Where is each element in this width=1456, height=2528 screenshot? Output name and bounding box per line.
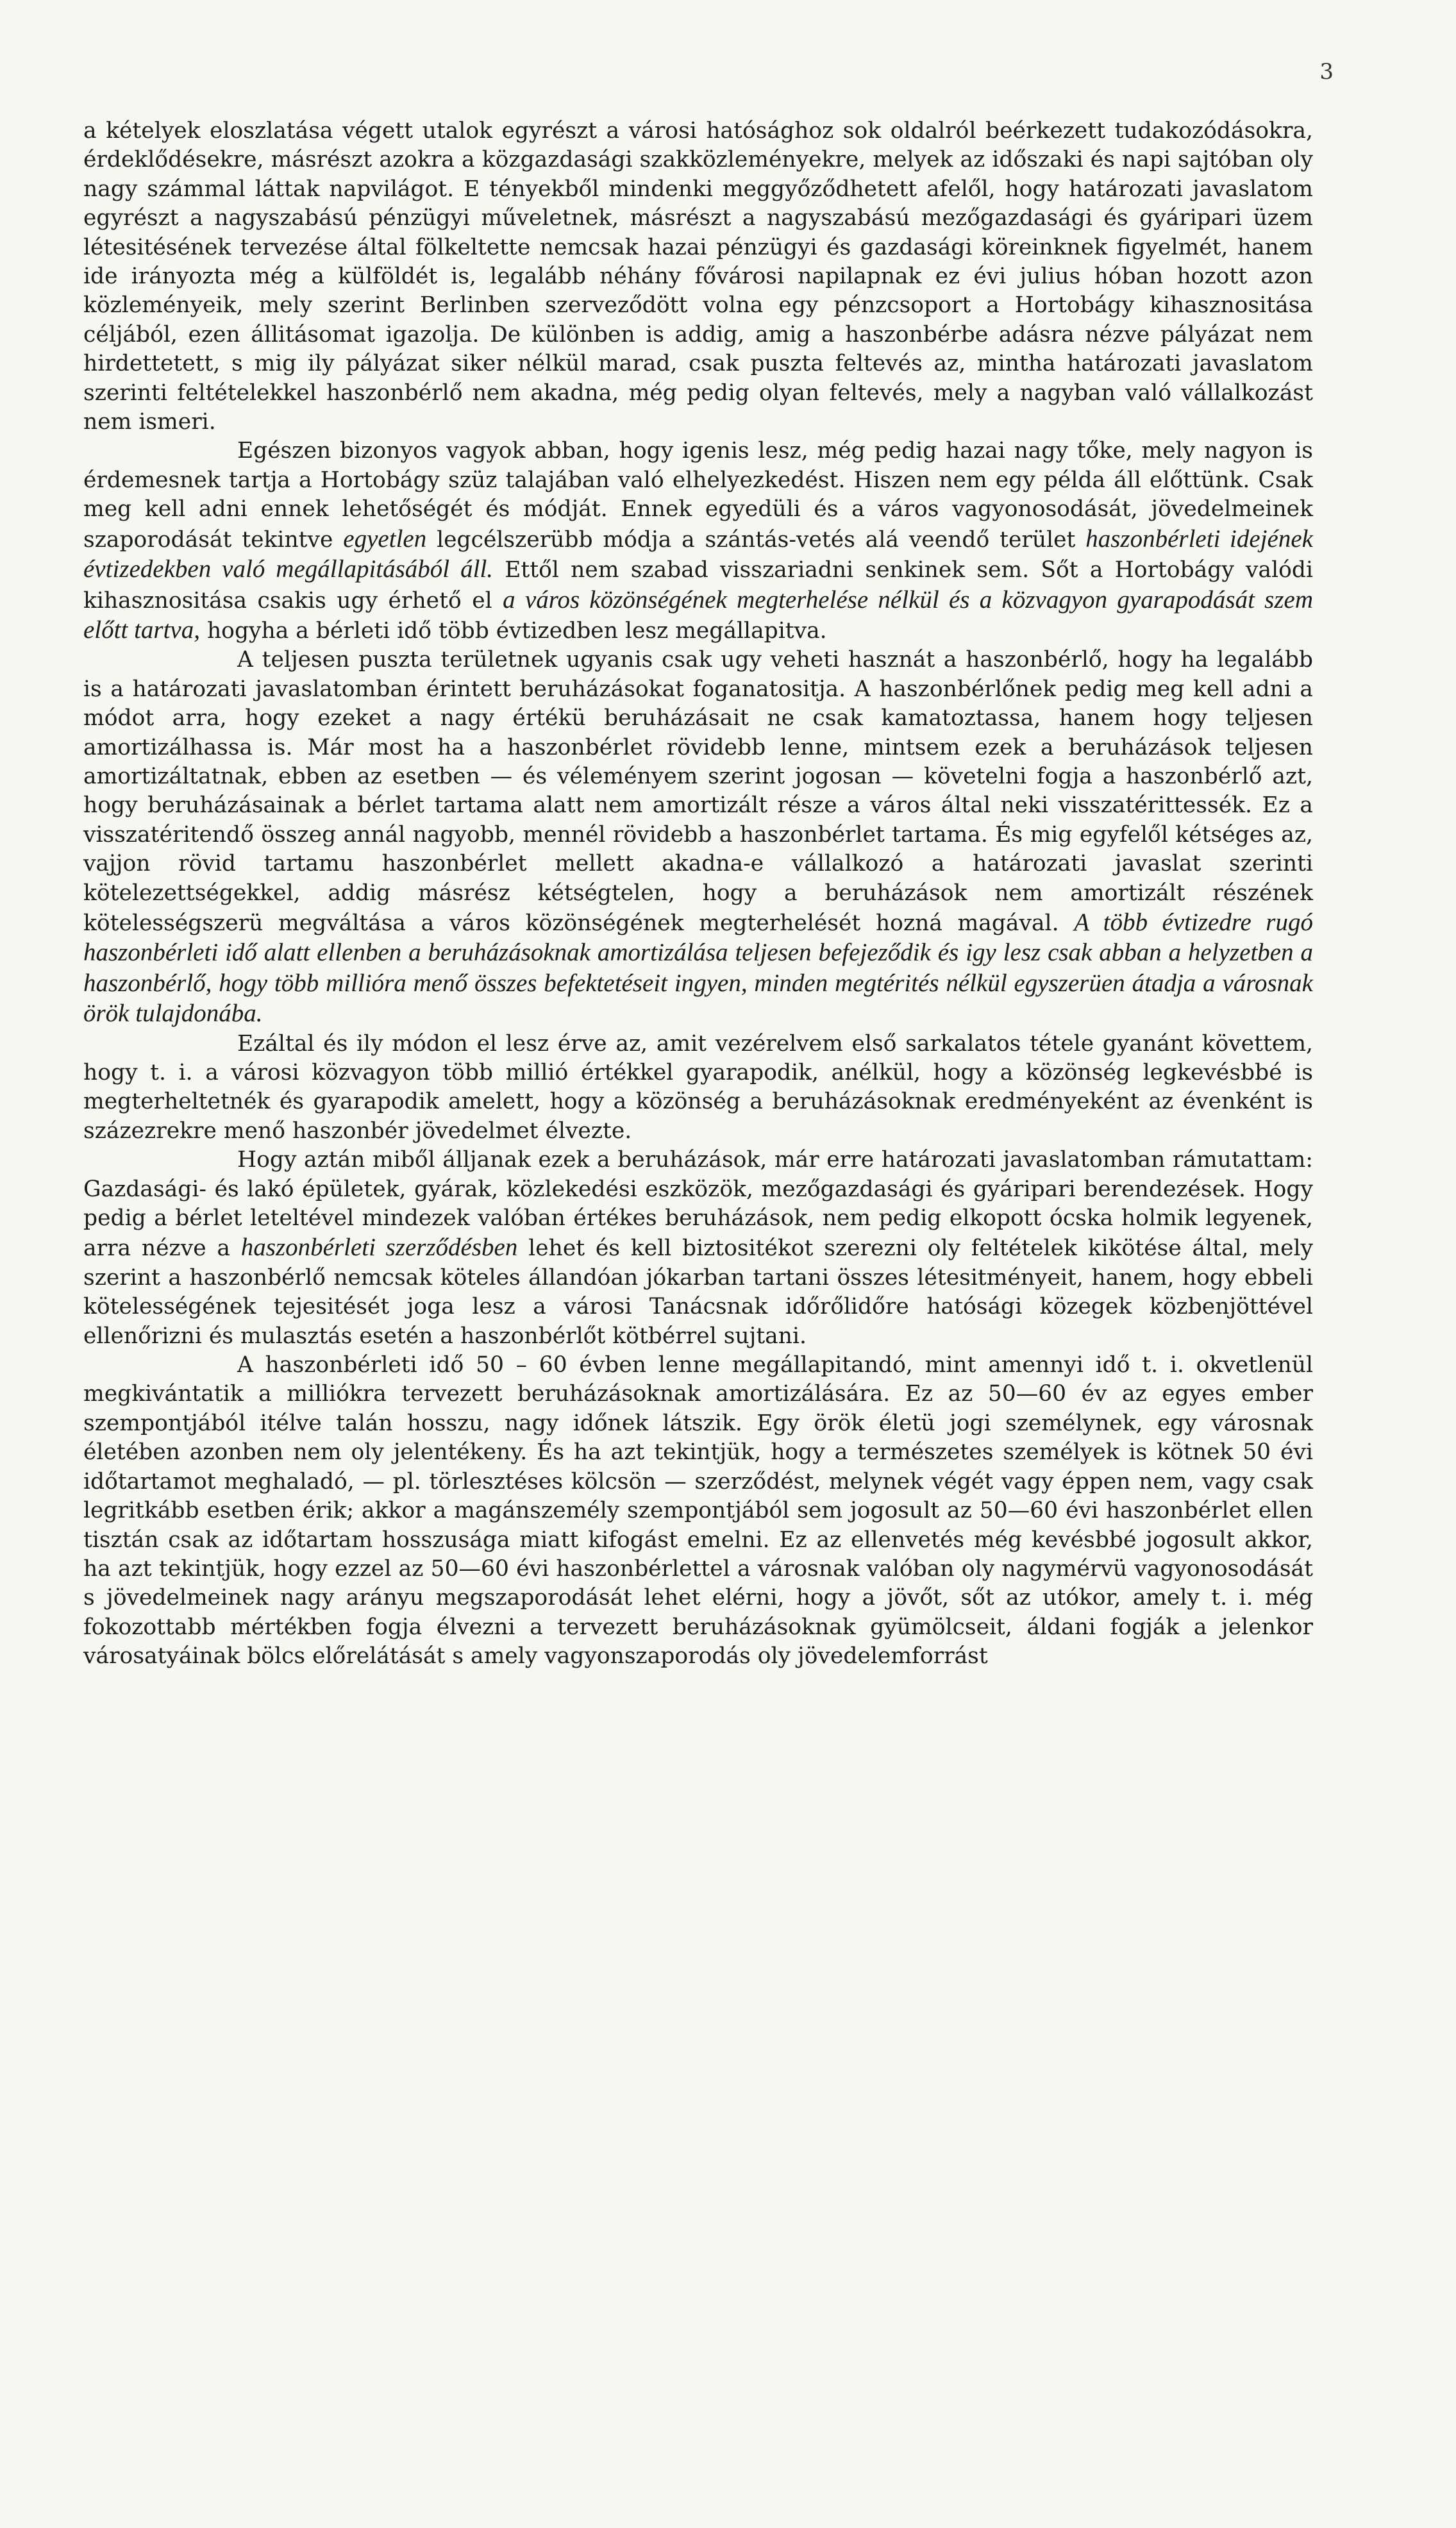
emphasized-text: haszonbérleti szerződésben xyxy=(240,1234,518,1262)
text-run: Ettől nem szabad visszariadni senkinek sem. Sőt a Hortobágy valódi kihasznositása csakis ugy érhető el xyxy=(83,557,1313,614)
emphasized-text: haszonbérleti idejének évtizedekben való megállapitásából áll. xyxy=(83,524,1313,583)
body-text xyxy=(83,117,1313,1671)
paragraph xyxy=(83,1030,1313,1146)
text-run: a kételyek eloszlatása végett utalok egyrészt a városi hatósághoz sok oldalról beérkezett tudakozódásokra, érdeklődésekre, másrészt azokra a közgazdasági szakközleményekre, melyek az időszaki és napi sajtóban oly nagy számmal láttak napvilágot. E tényekből mindenki meggyőződhetett afelől, hogy határozati javaslatom egyrészt a nagyszabású pénzügyi műveletnek, másrészt a nagyszabású mezőgazdasági és gyáripari üzem létesitésének tervezése által fölkeltette nemcsak hazai pénzügyi és gazdasági köreinknek figyelmét, hanem ide irányozta még a külföldét is, legalább néhány fővárosi napilapnak ez évi julius hóban hozott azon közleményeik, mely szerint Berlinben szerveződött volna egy pénzcsoport a Hortobágy kihasznositása céljából, ezen állitásomat igazolja. De különben is addig, amig a haszonbérbe adásra nézve pályázat nem hirdettetett, s mig ily pályázat siker nélkül marad, csak puszta feltevés az, mintha határozati javaslatom szerinti feltételekkel haszonbérlő nem akadna, még pedig olyan feltevés, mely a nagyban való vállalkozást nem ismeri. xyxy=(83,118,1313,435)
text-run: hogyha a bérleti idő több évtizedben lesz megállapitva. xyxy=(199,617,827,644)
page-number: 3 xyxy=(1319,59,1334,85)
text-run: Egészen bizonyos vagyok abban, hogy igenis lesz, még pedig hazai nagy tőke, mely nagyon is érdemesnek tartja a Hortobágy szüz talajában való elhelyezkedést. Hiszen nem egy példa áll előttünk. Csak meg kell adni ennek lehetőségét és módját. Ennek egyedüli és a város vagyonosodását, jövedelmeinek szaporodását tekintve xyxy=(83,438,1313,553)
paragraph xyxy=(83,437,1313,646)
paragraph xyxy=(83,117,1313,437)
text-run: legcélszerübb módja a szántás-vetés alá veendő terület xyxy=(426,526,1086,553)
paragraph xyxy=(83,1146,1313,1351)
text-run: lehet és kell biztositékot szerezni oly feltételek kikötése által, mely szerint a haszonbérlő nemcsak köteles állandóan jókarban tartani összes létesitményeit, hanem, hogy ebbeli kötelességének tejesitését joga lesz a városi Tanácsnak időrőlidőre hatósági közegek közbenjöttével ellenőrizni és mulasztás esetén a haszonbérlőt kötbérrel sujtani. xyxy=(83,1235,1314,1349)
paragraph xyxy=(83,1351,1313,1671)
emphasized-text: a város közönségének megterhelése nélkül és a közvagyon gyarapodását szem előtt tartva, xyxy=(83,585,1314,644)
paragraph xyxy=(83,646,1313,1029)
emphasized-text: A több évtizedre rugó haszonbérleti idő alatt ellenben a beruházásoknak amortizálása teljesen befejeződik és igy lesz csak abban a helyzetben a haszonbérlő, hogy több millióra menő összes befektetéseit ingyen, minden megtérités nélkül egyszerüen átadja a városnak örök tulajdonába. xyxy=(83,908,1313,1028)
text-run: Ezáltal és ily módon el lesz érve az, amit vezérelvem első sarkalatos tétele gyanánt követtem, hogy t. i. a városi közvagyon több millió értékkel gyarapodik, anélkül, hogy a közönség legkevésbbé is megterheltetnék és gyarapodik amelett, hogy a közönség a beruházásoknak eredményeként az évenként is százezrekre menő haszonbér jövedelmet élvezte. xyxy=(83,1030,1313,1144)
text-run: Hogy aztán miből álljanak ezek a beruházások, már erre határozati javaslatomban rámutattam: Gazdasági- és lakó épületek, gyárak, közlekedési eszközök, mezőgazdasági és gyáripari berendezések. Hogy pedig a bérlet leteltével mindezek valóban értékes beruházások, nem pedig elkopott ócska holmik legyenek, arra nézve a xyxy=(83,1147,1313,1262)
text-run: A haszonbérleti idő 50 – 60 évben lenne megállapitandó, mint amennyi idő t. i. okvetlenül megkivántatik a milliókra tervezett beruházásoknak amortizálására. Ez az 50—60 év az egyes ember szempontjából itélve talán hosszu, nagy időnek látszik. Egy örök életü jogi személynek, egy városnak életében azonben nem oly jelentékeny. És ha azt tekintjük, hogy a természetes személyek is kötnek 50 évi időtartamot meghaladó, — pl. törlesztéses kölcsön — szerződést, melynek végét vagy éppen nem, vagy csak legritkább esetben érik; akkor a magánszemély szempontjából sem jogosult az 50—60 évi haszonbérlet ellen tisztán csak az időtartam hosszusága miatt kifogást emelni. Ez az ellenvetés még kevésbbé jogosult akkor, ha azt tekintjük, hogy ezzel az 50—60 évi haszonbérlettel a városnak valóban oly nagymérvü vagyonosodását s jövedelmeinek nagy arányu megszaporodását lehet elérni, hogy a jövőt, sőt az utókor, amely t. i. még fokozottabb mértékben fogja élvezni a tervezett beruházásoknak gyümölcseit, áldani fogják a jelenkor városatyáinak bölcs előrelátását s amely vagyonszaporodás oly jövedelemforrást xyxy=(83,1352,1313,1670)
emphasized-text: egyetlen xyxy=(343,524,427,553)
text-run: A teljesen puszta területnek ugyanis csak ugy veheti hasznát a haszonbérlő, hogy ha legalább is a határozati javaslatomban érintett beruházásokat foganatositja. A haszonbérlőnek pedig meg kell adni a módot arra, hogy ezeket a nagy értékü beruházásait ne csak kamatoztassa, hanem hogy teljesen amortizálhassa is. Már most ha a haszonbérlet rövidebb lenne, mintsem ezek a beruházások teljesen amortizáltatnak, ebben az esetben — és véleményem szerint jogosan — követelni fogja a haszonbérlő azt, hogy beruházásainak a bérlet tartama alatt nem amortizált része a város által neki visszatérittessék. Ez a visszatéritendő összeg annál nagyobb, mennél rövidebb a haszonbérlet tartama. És mig egyfelől kétséges az, vajjon rövid tartamu haszonbérlet mellett akadna-e vállalkozó a határozati javaslat szerinti kötelezettségekkel, addig másrész kétségtelen, hogy a beruházások nem amortizált részének kötelességszerü megváltása a város közönségének megterhelését hozná magával. xyxy=(83,647,1313,936)
